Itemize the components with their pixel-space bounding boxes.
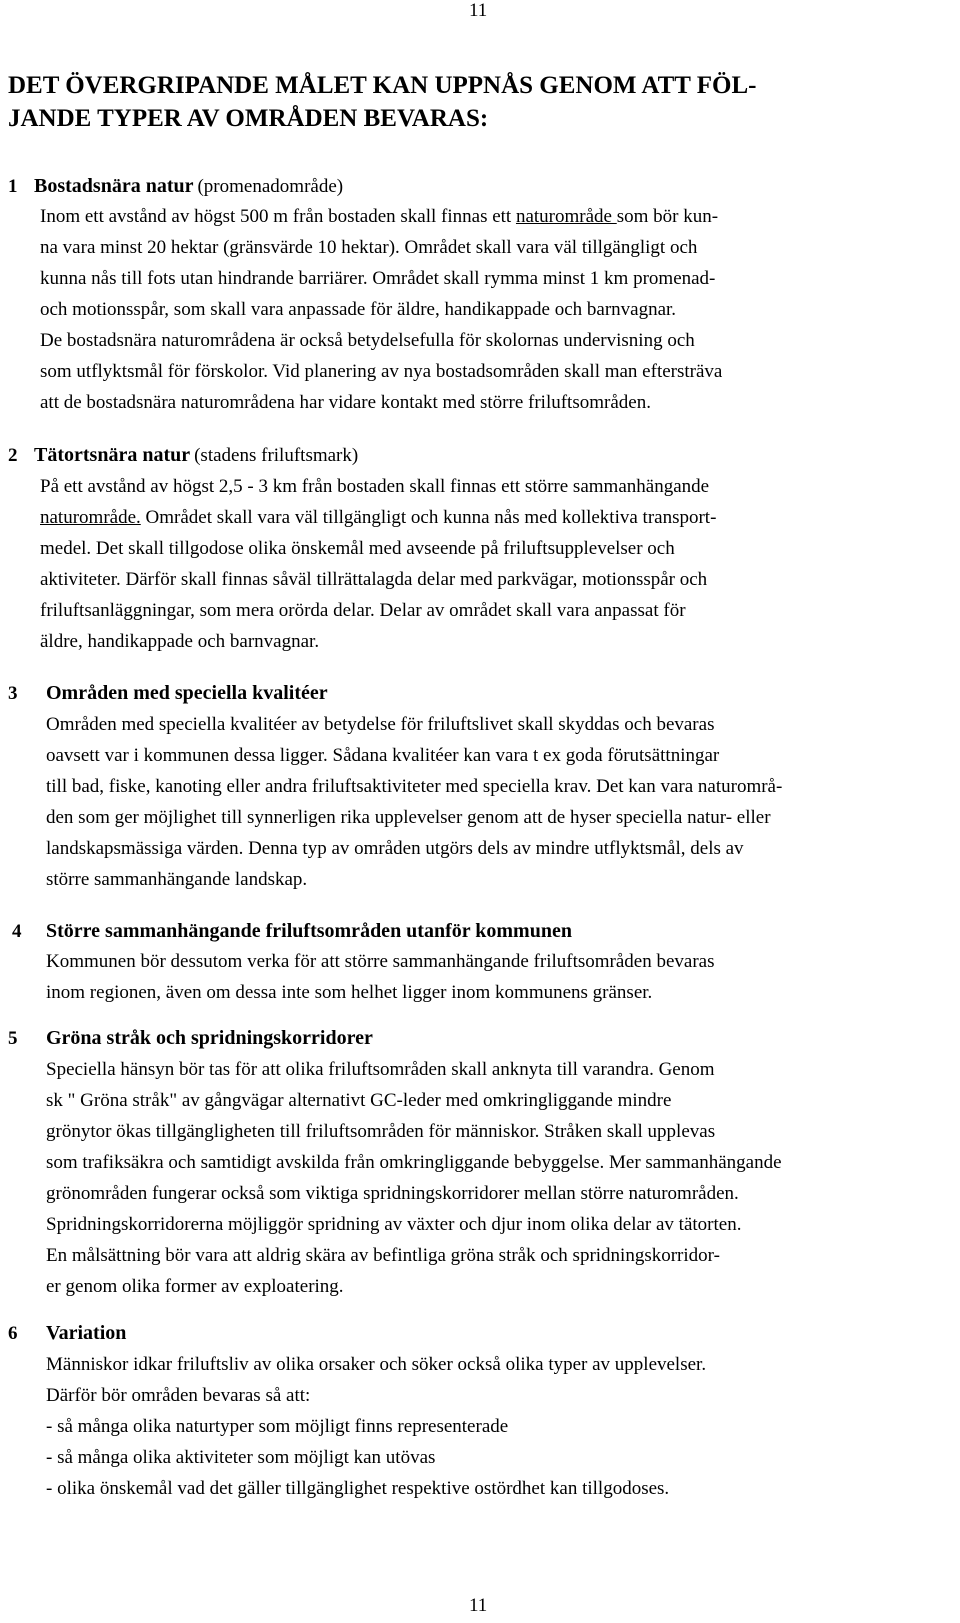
- paragraph-line: Speciella hänsyn bör tas för att olika friluftsområden skall anknyta till varandra. Genom: [46, 1059, 715, 1080]
- paragraph-line: De bostadsnära naturområdena är också betydelsefulla för skolornas undervisning och: [40, 330, 695, 351]
- paragraph-line: och motionsspår, som skall vara anpassade för äldre, handikappade och barnvagnar.: [40, 299, 677, 320]
- paragraph-line: oavsett var i kommunen dessa ligger. Sådana kvalitéer kan vara t ex goda förutsättningar: [46, 745, 720, 766]
- paragraph-line: En målsättning bör vara att aldrig skära av befintliga gröna stråk och spridningskorridor-: [46, 1245, 720, 1266]
- paragraph-line: Kommunen bör dessutom verka för att större sammanhängande friluftsområden bevaras: [46, 951, 715, 972]
- paragraph-line: den som ger möjlighet till synnerligen rika upplevelser genom att de hyser speciella natur- eller: [46, 807, 771, 828]
- list-item: - så många olika naturtyper som möjligt finns representerade: [46, 1416, 509, 1437]
- paragraph-line: att de bostadsnära naturområdena har vidare kontakt med större friluftsområden.: [40, 392, 651, 413]
- paragraph-line: Människor idkar friluftsliv av olika orsaker och söker också olika typer av upplevelser.: [46, 1354, 707, 1375]
- underlined-term: naturområde: [515, 206, 617, 227]
- paragraph-line: grönytor ökas tillgängligheten till friluftsområden för människor. Stråken skall upplevas: [46, 1121, 716, 1142]
- section-title: Variation: [46, 1322, 127, 1344]
- paragraph-line: Därför bör områden bevaras så att:: [46, 1385, 311, 1406]
- paragraph-line: na vara minst 20 hektar (gränsvärde 10 hektar). Området skall vara väl tillgängligt och: [40, 237, 698, 258]
- paragraph-line: På ett avstånd av högst 2,5 - 3 km från bostaden skall finnas ett större sammanhängande: [40, 476, 710, 497]
- paragraph-line: som trafiksäkra och samtidigt avskilda från omkringliggande bebyggelse. Mer sammanhängande: [46, 1152, 782, 1173]
- page-number-bottom: 11: [469, 1595, 488, 1616]
- paragraph-line: sk " Gröna stråk" av gångvägar alternativt GC-leder med omkringliggande mindre: [46, 1090, 672, 1111]
- section-number: 6: [8, 1323, 18, 1344]
- paragraph-line: Spridningskorridorerna möjliggör spridning av växter och djur inom olika delar av tätorten.: [46, 1214, 742, 1235]
- section-number: 2: [8, 445, 18, 466]
- paragraph-line: Områden med speciella kvalitéer av betydelse för friluftslivet skall skyddas och bevaras: [46, 714, 715, 735]
- section-title: Större sammanhängande friluftsområden utanför kommunen: [46, 920, 572, 942]
- paragraph-line: som utflyktsmål för förskolor. Vid planering av nya bostadsområden skall man eftersträva: [40, 361, 723, 382]
- section-subtitle: (promenadområde): [197, 176, 344, 197]
- heading-line-2: JANDE TYPER AV OMRÅDEN BEVARAS:: [8, 105, 489, 132]
- paragraph-line: äldre, handikappade och barnvagnar.: [40, 631, 320, 652]
- list-item: - så många olika aktiviteter som möjligt kan utövas: [46, 1447, 436, 1468]
- text-fragment: Området skall vara väl tillgängligt och kunna nås med kollektiva transport-: [140, 507, 717, 528]
- paragraph-line: friluftsanläggningar, som mera orörda delar. Delar av området skall vara anpassat för: [40, 600, 686, 621]
- section-number: 3: [8, 683, 18, 704]
- section-number: 5: [8, 1028, 18, 1049]
- heading-line-1: DET ÖVERGRIPANDE MÅLET KAN UPPNÅS GENOM ATT FÖL-: [8, 72, 757, 99]
- paragraph-line: grönområden fungerar också som viktiga spridningskorridorer mellan större naturområden.: [46, 1183, 739, 1204]
- text-fragment: Inom ett avstånd av högst 500 m från bostaden skall finnas ett: [40, 206, 516, 227]
- paragraph-line: [40, 507, 716, 529]
- section-title: Bostadsnära natur: [34, 175, 194, 197]
- text-fragment: som bör kun-: [616, 206, 719, 227]
- section-title-row: [34, 444, 358, 467]
- section-title: Områden med speciella kvalitéer: [46, 682, 328, 704]
- paragraph-line: [40, 206, 718, 228]
- paragraph-line: er genom olika former av exploatering.: [46, 1276, 344, 1297]
- section-title: Gröna stråk och spridningskorridorer: [46, 1027, 373, 1049]
- list-item: - olika önskemål vad det gäller tillgänglighet respektive ostördhet kan tillgodoses.: [46, 1478, 670, 1499]
- section-number: 1: [8, 176, 18, 197]
- paragraph-line: till bad, fiske, kanoting eller andra friluftsaktiviteter med speciella krav. Det kan vara naturområ-: [46, 776, 783, 797]
- paragraph-line: större sammanhängande landskap.: [46, 869, 308, 890]
- section-title: Tätortsnära natur: [34, 444, 191, 466]
- page-number-top: 11: [469, 0, 488, 21]
- section-title-row: [34, 175, 343, 198]
- paragraph-line: landskapsmässiga värden. Denna typ av områden utgörs dels av mindre utflyktsmål, dels av: [46, 838, 744, 859]
- underlined-term: naturområde.: [40, 507, 141, 528]
- paragraph-line: inom regionen, även om dessa inte som helhet ligger inom kommunens gränser.: [46, 982, 653, 1003]
- paragraph-line: medel. Det skall tillgodose olika önskemål med avseende på friluftsupplevelser och: [40, 538, 675, 559]
- paragraph-line: aktiviteter. Därför skall finnas såväl tillrättalagda delar med parkvägar, motionsspår och: [40, 569, 708, 590]
- section-subtitle: (stadens friluftsmark): [194, 445, 359, 466]
- paragraph-line: kunna nås till fots utan hindrande barriärer. Området skall rymma minst 1 km promenad-: [40, 268, 716, 289]
- section-number: 4: [12, 921, 22, 942]
